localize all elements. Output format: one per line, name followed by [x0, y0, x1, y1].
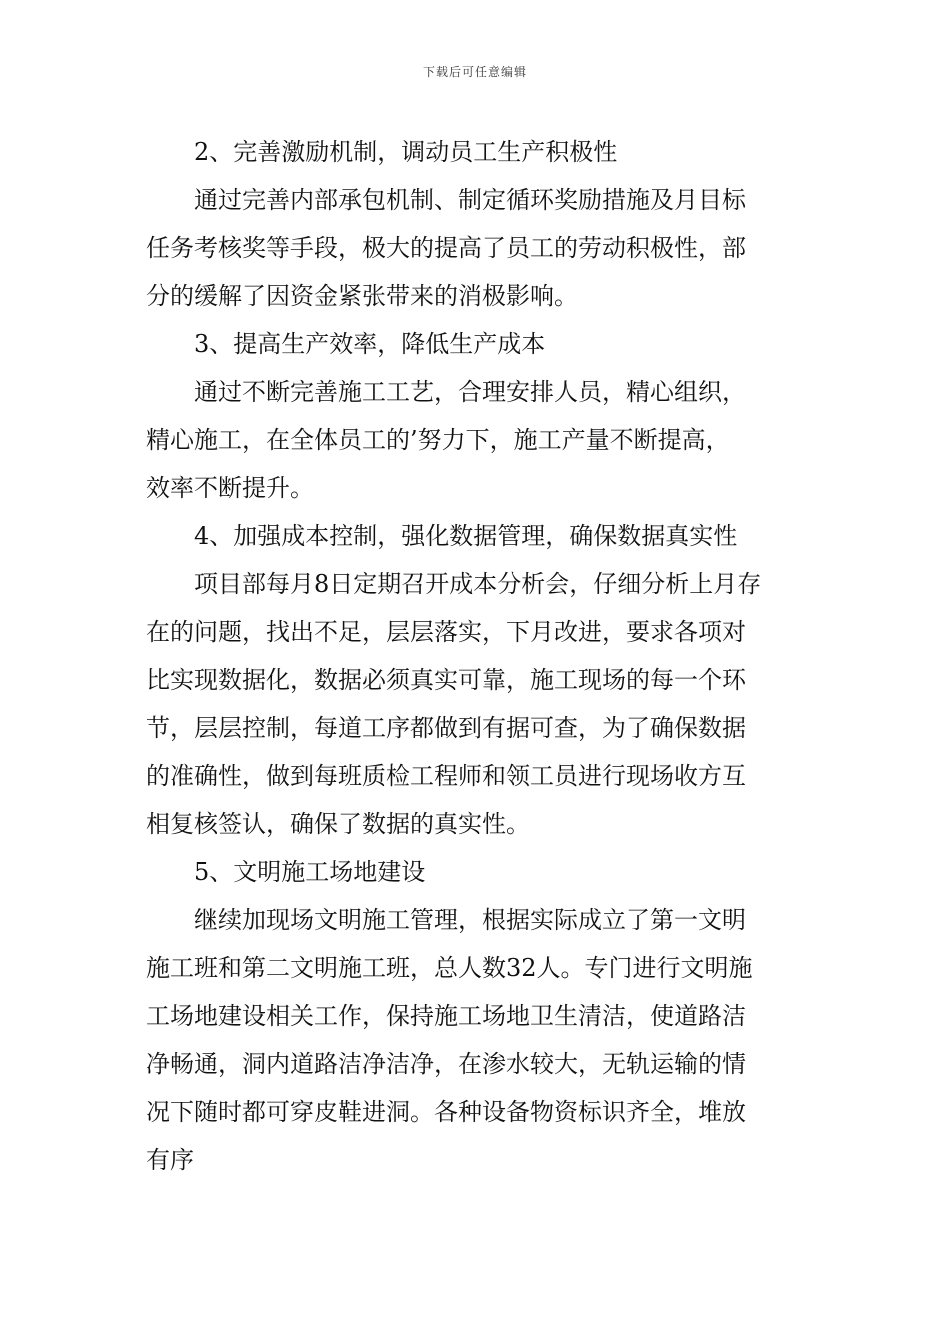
paragraph-line: 通过完善内部承包机制、制定循环奖励措施及月目标 [194, 186, 746, 214]
paragraph-line: 效率不断提升。 [146, 474, 314, 502]
paragraph-line: 精心施工，在全体员工的’努力下，施工产量不断提高， [146, 426, 730, 454]
paragraph-line: 通过不断完善施工工艺，合理安排人员，精心组织， [194, 378, 746, 406]
paragraph-line: 比实现数据化，数据必须真实可靠，施工现场的每一个环 [146, 666, 746, 694]
section-heading: 4、加强成本控制，强化数据管理，确保数据真实性 [194, 522, 738, 550]
section-heading: 3、提高生产效率，降低生产成本 [194, 330, 546, 358]
paragraph-line: 在的问题，找出不足，层层落实，下月改进，要求各项对 [146, 618, 746, 646]
paragraph-line: 继续加现场文明施工管理，根据实际成立了第一文明 [194, 906, 746, 934]
paragraph-line: 分的缓解了因资金紧张带来的消极影响。 [146, 282, 578, 310]
section-2 [146, 128, 808, 320]
page-header-note: 下载后可任意编辑 [422, 65, 527, 79]
paragraph-line: 项目部每月8日定期召开成本分析会，仔细分析上月存 [194, 570, 762, 598]
section-4 [146, 512, 808, 848]
section-heading: 5、文明施工场地建设 [194, 858, 426, 886]
paragraph-line: 施工班和第二文明施工班，总人数32人。专门进行文明施 [146, 954, 753, 982]
paragraph-line: 况下随时都可穿皮鞋进洞。各种设备物资标识齐全，堆放 [146, 1098, 746, 1126]
paragraph-line: 的准确性，做到每班质检工程师和领工员进行现场收方互 [146, 762, 746, 790]
paragraph-line: 相复核签认，确保了数据的真实性。 [146, 810, 530, 838]
section-5 [146, 848, 808, 1184]
paragraph-line: 工场地建设相关工作，保持施工场地卫生清洁，使道路洁 [146, 1002, 746, 1030]
section-3 [146, 320, 808, 512]
paragraph-line: 净畅通，洞内道路洁净洁净，在渗水较大，无轨运输的情 [146, 1050, 746, 1078]
paragraph-line: 有序 [146, 1146, 194, 1174]
document-body [146, 128, 808, 1184]
section-heading: 2、完善激励机制，调动员工生产积极性 [194, 138, 618, 166]
paragraph-line: 任务考核奖等手段，极大的提高了员工的劳动积极性，部 [146, 234, 746, 262]
paragraph-line: 节，层层控制，每道工序都做到有据可查，为了确保数据 [146, 714, 746, 742]
